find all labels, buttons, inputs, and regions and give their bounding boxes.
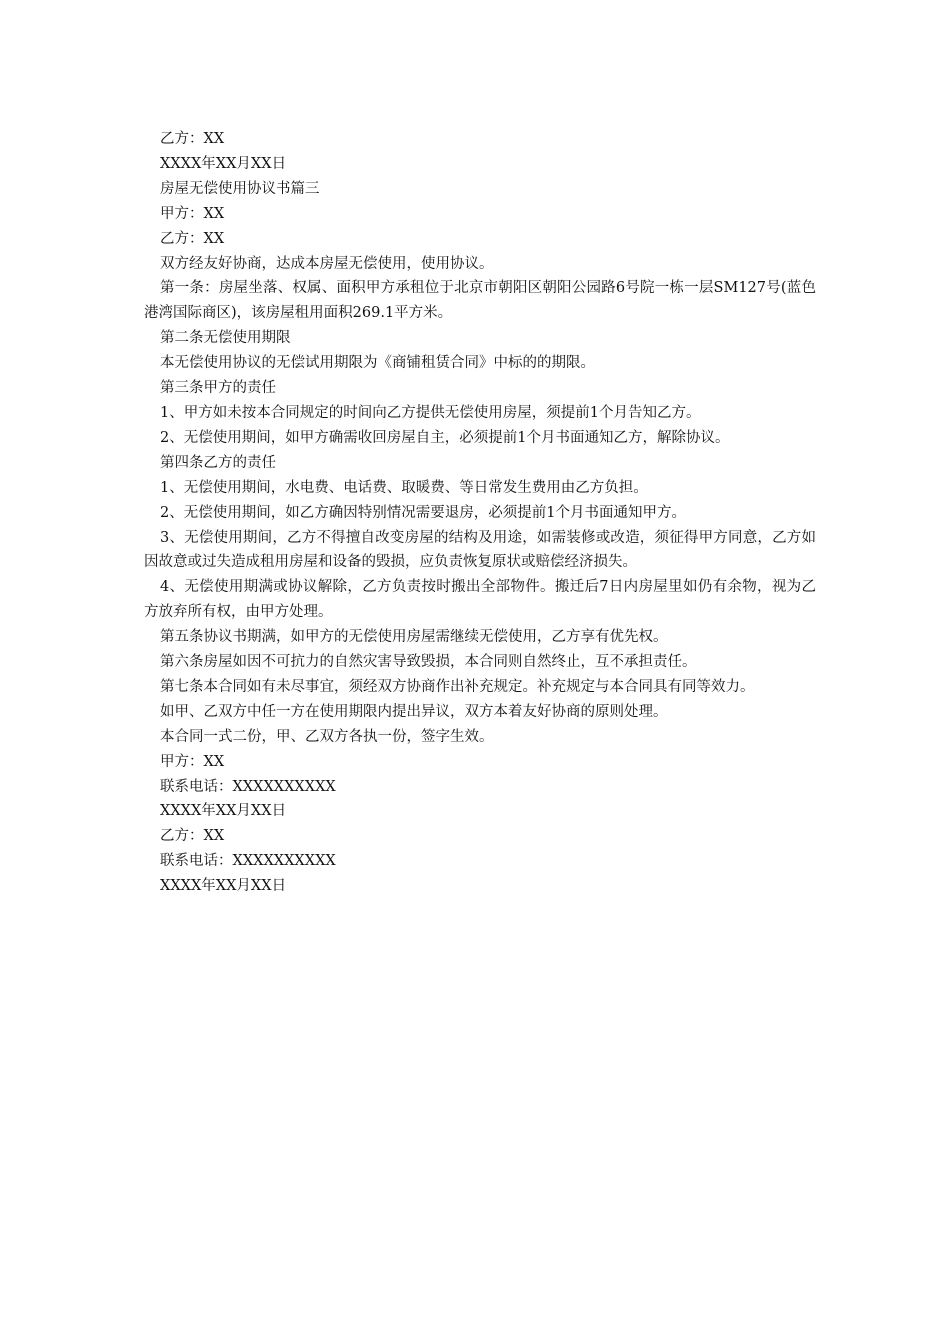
- article-4-heading: 第四条乙方的责任: [160, 454, 276, 471]
- copies-clause: 本合同一式二份，甲、乙双方各执一份，签字生效。: [160, 728, 494, 745]
- party-b-phone: 联系电话：XXXXXXXXXX: [160, 853, 336, 870]
- article-5: 第五条协议书期满，如甲方的无偿使用房屋需继续无偿使用，乙方享有优先权。: [160, 629, 668, 646]
- section-title: 房屋无偿使用协议书篇三: [160, 180, 320, 197]
- party-b-signature: 乙方：XX: [160, 828, 225, 845]
- article-1: 第一条：房屋坐落、权属、面积甲方承租位于北京市朝阳区朝阳公园路6号院一栋一层SM127号(蓝色港湾国际商区)，该房屋租用面积269.1平方米。: [144, 280, 816, 322]
- party-a-line: 甲方：XX: [160, 205, 225, 222]
- article-3-heading: 第三条甲方的责任: [160, 380, 276, 397]
- article-2-heading: 第二条无偿使用期限: [160, 330, 291, 347]
- agreement-intro: 双方经友好协商，达成本房屋无偿使用，使用协议。: [160, 255, 494, 272]
- party-a-signature: 甲方：XX: [160, 753, 225, 770]
- dispute-clause: 如甲、乙双方中任一方在使用期限内提出异议，双方本着友好协商的原则处理。: [160, 703, 668, 720]
- party-b-date: XXXX年XX月XX日: [160, 878, 287, 895]
- party-a-phone: 联系电话：XXXXXXXXXX: [160, 778, 336, 795]
- article-4-item-2: 2、无偿使用期间，如乙方确因特别情况需要退房，必须提前1个月书面通知甲方。: [160, 504, 686, 521]
- party-a-date: XXXX年XX月XX日: [160, 803, 287, 820]
- article-7: 第七条本合同如有未尽事宜，须经双方协商作出补充规定。补充规定与本合同具有同等效力。: [160, 678, 755, 695]
- article-3-item-1: 1、甲方如未按本合同规定的时间向乙方提供无偿使用房屋，须提前1个月告知乙方。: [160, 404, 701, 421]
- article-4-item-3: 3、无偿使用期间，乙方不得擅自改变房屋的结构及用途，如需装修或改造，须征得甲方同意，乙方如因故意或过失造成租用房屋和设备的毁损，应负责恢复原状或赔偿经济损失。: [144, 529, 816, 571]
- article-6: 第六条房屋如因不可抗力的自然灾害导致毁损，本合同则自然终止，互不承担责任。: [160, 654, 697, 671]
- article-2-text: 本无偿使用协议的无偿试用期限为《商铺租赁合同》中标的的期限。: [160, 355, 595, 372]
- article-4-item-4: 4、无偿使用期满或协议解除，乙方负责按时搬出全部物件。搬迁后7日内房屋里如仍有余物，视为乙方放弃所有权，由甲方处理。: [144, 579, 816, 621]
- party-b-line: 乙方：XX: [160, 131, 225, 147]
- article-3-item-2: 2、无偿使用期间，如甲方确需收回房屋自主，必须提前1个月书面通知乙方，解除协议。: [160, 429, 730, 446]
- party-b-line: 乙方：XX: [160, 230, 225, 247]
- article-4-item-1: 1、无偿使用期间，水电费、电话费、取暖费、等日常发生费用由乙方负担。: [160, 479, 648, 496]
- date-line: XXXX年XX月XX日: [160, 155, 287, 172]
- document-page: [144, 127, 816, 899]
